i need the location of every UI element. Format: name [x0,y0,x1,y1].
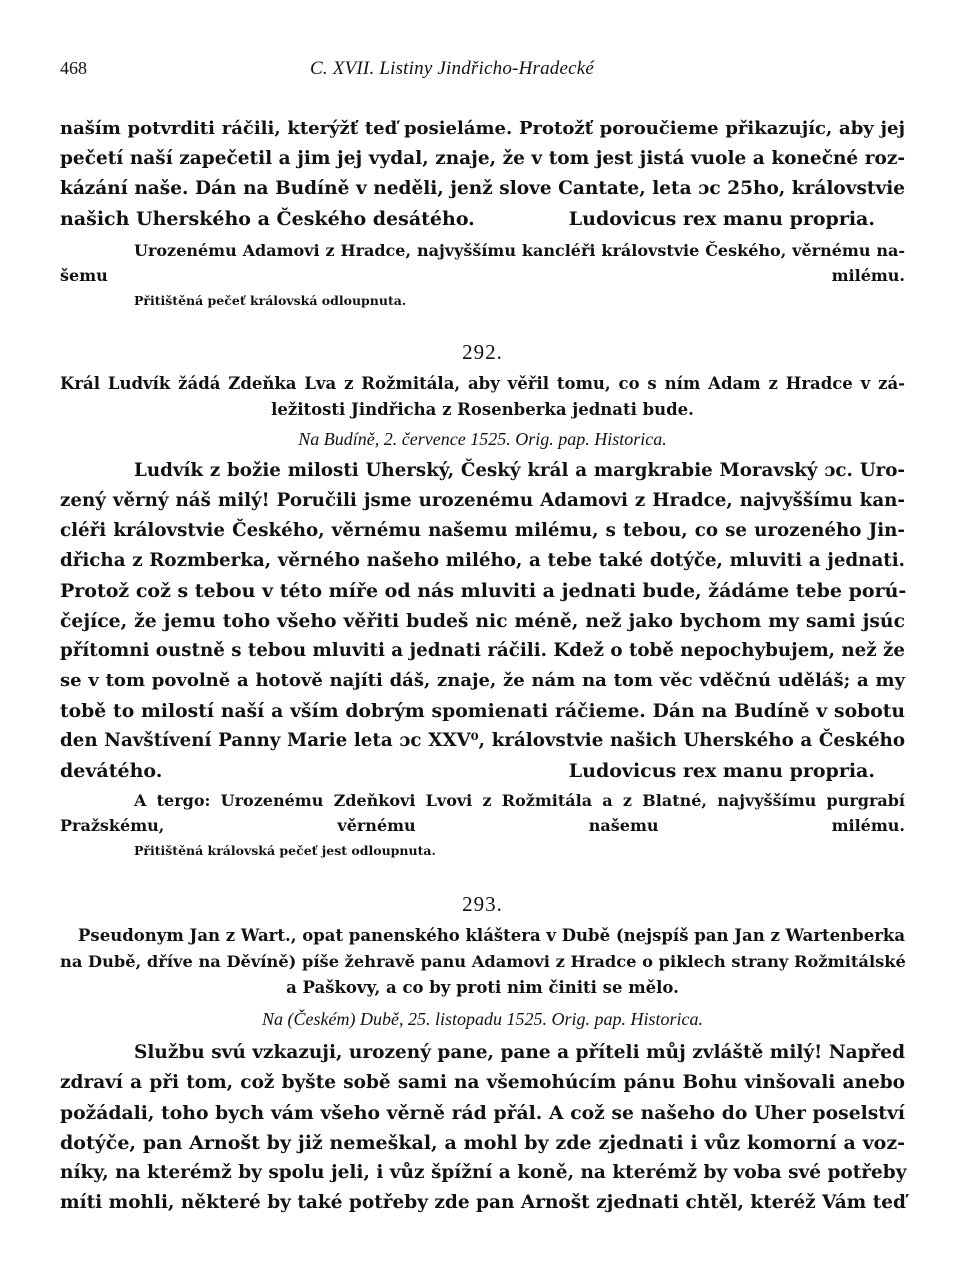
text-line: Službu svú vzkazuji, urozený pane, pane a příteli můj zvláště milý! Napřed [134,1042,905,1063]
dating: Na (Českém) Dubě, 25. listopadu 1525. Orig. pap. Historica. [262,1009,703,1029]
regest [60,923,905,1001]
regest [60,371,905,423]
regest-line: na Dubě, dříve na Děvíně) píše žehravě panu Adamovi z Hradce o piklech strany Rožmitálské [60,952,906,971]
text-line: tobě to milostí naší a vším dobrým spomienati ráčieme. Dán na Budíně v sobotu [60,700,905,722]
address-line: šemu milému. [60,266,905,285]
regest-line: a Paškovy, a co by proti nim činiti se mělo. [286,978,679,997]
running-head [60,58,905,92]
text-line: pečetí naší zapečetil a jim jej vydal, znaje, že v tom jest jistá vuole a konečné roz- [60,148,905,169]
text-line: zený věrný náš milý! Poručili jsme urozenému Adamovi z Hradce, najvyššímu kan- [60,490,905,511]
text-line: dřicha z Rozmberka, věrného našeho milého, a tebe také dotýče, mluviti a jednati. [60,550,905,571]
dating: Na Budíně, 2. července 1525. Orig. pap. Historica. [298,429,667,449]
regest-line: ležitosti Jindřicha z Rosenberka jednati bude. [271,400,694,419]
document-text [60,1038,905,1218]
seal-note: Přitištěná královská pečeť jest odloupnuta. [134,843,436,858]
text-line: devátého. [60,760,163,782]
signature-line [60,204,905,234]
regest-line: Král Ludvík žádá Zdeňka Lva z Rožmitála, aby věřil tomu, co s ním Adam z Hradce v zá- [60,374,905,393]
text-line: našich Uherského a Českého desátého. [60,208,475,230]
tergo-address [60,788,905,838]
text-line: přítomni oustně s tebou mluviti a jednati ráčili. Kdež o tobě nepochybujem, než že [60,640,905,661]
address [60,238,905,288]
previous-document-text [60,114,905,234]
signature: Ludovicus rex manu propria. [568,208,875,230]
text-line: kázání naše. Dán na Budíně v neděli, jenž slove Cantate, leta ɔc 25ho, královstvie [60,178,905,199]
text-line: naším potvrditi ráčili, kterýžť teď posieláme. Protožť poroučieme přikazujíc, aby jej [60,118,905,139]
document-page [60,58,905,1218]
text-line: se v tom povolně a hotově najíti dáš, znaje, že nám na tom věc vděčnú uděláš; a my [60,670,905,691]
text-line: čejíce, že jemu toho všeho věřiti budeš nic méně, než jako bychom my sami jsúc [60,610,905,632]
text-line: den Navštívení Panny Marie leta ɔc XXV⁰, královstvie našich Uherského a Českého [60,730,905,751]
text-line: zdraví a při tom, což byšte sobě sami na všemohúcím pánu Bohu vinšovali anebo [60,1072,905,1093]
tergo-line: Pražskému, věrnému našemu milému. [60,816,905,835]
text-line: níky, na kterémž by spolu jeli, i vůz špížní a koně, na kterémž by voba své potřeby [60,1162,907,1183]
text-line: cléři královstvie Českého, věrnému našemu milému, s tebou, co se urozeného Jin- [60,520,905,541]
document-293 [60,892,905,1218]
tergo-line: A tergo: Urozenému Zdeňkovi Lvovi z Rožmitála a z Blatné, najvyššímu purgrabí [134,791,905,810]
text-line: požádali, toho bych vám všeho věrně rád přál. A což se našeho do Uher poselství [60,1102,905,1124]
header-title: C. XVII. Listiny Jindřicho-Hradecké [310,58,595,79]
signature: Ludovicus rex manu propria. [568,760,875,782]
regest-line: Pseudonym Jan z Wart., opat panenského kláštera v Dubě (nejspíš pan Jan z Wartenberka [78,926,906,945]
text-line: míti mohli, některé by také potřeby zde pan Arnošt zjednati chtěl, kteréž Vám teď [60,1192,906,1213]
text-line: Protož což s tebou v této míře od nás mluviti a jednati bude, žádáme tebe porú- [60,580,907,602]
text-line: dotýče, pan Arnošt by již nemeškal, a mohl by zde zjednati i vůz komorní a voz- [60,1132,905,1154]
text-line: Ludvík z božie milosti Uherský, Český král a margkrabie Moravský ɔc. Uro- [134,460,905,481]
signature-line [60,756,905,786]
document-text [60,456,905,786]
seal-note: Přitištěná pečeť královská odloupnuta. [134,293,407,308]
address-line: Urozenému Adamovi z Hradce, najvyššímu kancléři královstvie Českého, věrnému na- [134,241,905,260]
document-number: 292. [462,340,503,364]
document-number: 293. [462,892,503,916]
page-number: 468 [60,58,87,78]
